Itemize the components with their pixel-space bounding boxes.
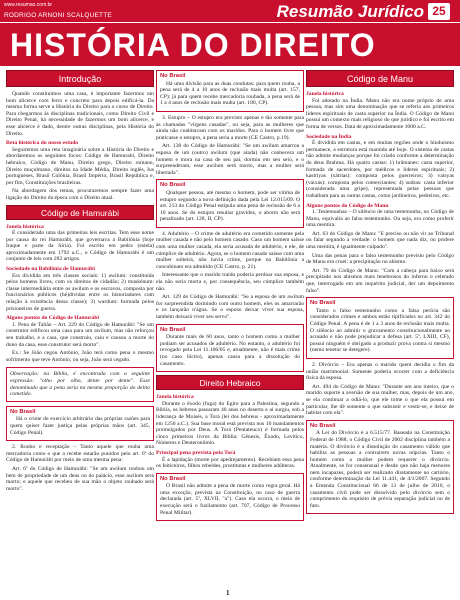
section-heading-codigo-de-manu: Código de Manu: [306, 70, 454, 87]
paragraph: Art. 63 do Código de Manu: "E preciso ou não vir ao Tribunal ou falar segundo a verdade: o homem que nada diz, ou profere uma mentira, é igualmente culpado".: [306, 230, 454, 251]
paragraph: É a lapidação (morte por apedrejamento). Recebiam essa pena os feiticeiros, filhos rebeldes, prostitutas e mulheres adúlteras.: [156, 456, 304, 470]
subheading: Sociedade na Babilônia de Hamurábi: [6, 266, 95, 273]
page-number: 1: [226, 589, 230, 597]
author-name: RODRIGO ARNONI SCALQUETTE: [4, 12, 112, 19]
no-brasil-box: [156, 70, 304, 112]
paragraph: 1. Testemunhas – O silêncio de uma testemunha, no Código de Manu, equivalia ao falso testemunho. Ou seja, era como proferir uma mentira.: [306, 209, 454, 229]
paragraph: Durante o êxodo (fuga) do Egito para a Palestina, segundo a Bíblia, os hebreus passaram 40 anos no deserto e ai surgiu, sob a liderança de Moisés, a Torá (lei dos hebreus - aproximadamente em 1250 a.C.). Sua base moral está prevista nos 10 mandamentos promulgados por Deus. A Torá (Pentateuco) é formada pelos cinco primeiros livros da Bíblia: Gênesis, Êxodo, Levítico, Números e Deuteronômio.: [156, 400, 304, 447]
paragraph: Durante mais de 60 anos, tanto o homem como a mulher podiam ser acusados de adultério. No entanto, o adultério foi revogado pela Lei 11.106/05 e, atualmente, não é mais crime (no caso ilícito), apenas causa para a dissolução do casamento.: [160, 334, 300, 367]
paragraph: Ex.: Se João cegou Antônio, João terá como pena o mesmo sofrimento que teve Antônio; ou seja, João será cegado.: [6, 350, 154, 363]
no-brasil-box: [306, 297, 454, 359]
paragraph: Há uma divisão para as duas condutas: para quem rouba, a pena será de 4 a 10 anos de reclusão mais multa (art. 157, CP); já para quem recebe mercadoria roubada, a pena será de 1 a 4 anos de reclusão mais multa (art. 180, CP).: [160, 80, 300, 107]
subheading: Janela histórica: [306, 91, 344, 97]
paragraph: 3. Estupro – O estupro era previsto apenas e tão somente para as chamadas "virgens casadas", ou seja, para as mulheres que ainda não coabitavam com os maridos. Para o homem livre que praticasse o estupro, a pena seria a morte (CE Castro, p.19).: [156, 114, 304, 141]
subheading: Janela histórica: [6, 223, 44, 230]
page-title: HISTÓRIA DO DIREITO: [10, 27, 376, 63]
paragraph: Art. 6º do Código de Hamurábi: "Se um awilum roubou um bem de propriedade de um deus ou do palácio, esse awilum será morto; e aquele que recebeu de sua mão o objeto roubado será morto".: [6, 465, 154, 492]
brand-logo: Resumão Jurídico: [276, 2, 424, 21]
subheading: Alguns pontos do Código de Manu: [306, 202, 389, 209]
paragraph: Tanto o falso testemunho como a falsa perícia são considerados crimes e ambos estão tipificados no art. 342 do Código Penal. A pena é de 1 a 3 anos de reclusão mais multa. O silêncio ao admitir o gravamento constitucionalmente ao acusado e não pode prejudicar a defesa (art. 5º, LXIII, CF), possui ninguém é obrigado a produzir prova contra si mesmo (nemo tenetur se detegere).: [310, 307, 450, 354]
paragraph: Na abordagem dos temas, procuraremos sempre fazer uma ligação do Direito da época com o Direito atual.: [6, 188, 154, 201]
no-brasil-box: [6, 406, 154, 441]
paragraph: Foi adotado na Índia. Manu não era nome próprio de uma pessoa, mas sim uma denominação que se referia aos primeiros líderes espirituais de casta superior na Índia. O Código de Manu possuí um contexto mais religioso do que jurídico e foi escrito em forma de versos. Data de aproximadamente 1000 a.C.: [306, 97, 454, 130]
paragraph: Qualquer pessoa, até mesmo o homem, pode ser vítima de estupro segundo a nova definição dada pela Lei 12.015/09. O art. 213 do Código Penal estipula uma pena de reclusão de 6 a 10 anos. Se do estupro resultar gravidez, o aborto não será penalizado (art. 128, II, CP).: [160, 189, 300, 223]
section-heading-introducao: Introdução: [6, 70, 154, 87]
subheading: Reta histórica do nosso estudo: [6, 140, 79, 147]
no-brasil-title: No Brasil: [160, 475, 186, 482]
no-brasil-title: No Brasil: [160, 182, 186, 189]
brand-number-badge: 25: [428, 3, 450, 20]
section-heading-direito-hebraico: Direito Hebraico: [156, 375, 304, 390]
paragraph: Art. 79 do Código de Manu: "Com a cabeça para baixo será precipitado nos abismos mais tenebrosos do inferno o celerado que, interrogado em um inquérito judicial, der um depoimento falso".: [306, 267, 454, 294]
paragraph: 1. Pena de Talião – Art. 229 do Código de Hamurábi: "Se um construtor edificou uma casa para um awilum, mas não reforçou seu trabalho, e a casa, que construiu, caiu e causou a morte do dono da casa, esse construtor será morto".: [6, 321, 154, 348]
paragraph: Quando constituímos uma casa, é importante fazermos um bom alicerce com ferro e concreto para depois edificá-la. Da mesma forma serve a História do Direito para o curso de Direito. Para chegarmos às disciplinas tradicionais, como Direito Civil e Direito Penal, há necessidade de fazermos um bom alicerce, e esse alicerce é dado, dentre outras disciplinas, pela História do Direito.: [6, 91, 154, 137]
paragraph: Interessante que o marido traído poderia perdoar sua esposa, e ela não seria morta e, por consequência, seu cúmplice também não.: [156, 272, 304, 292]
no-brasil-box: [156, 179, 304, 228]
paragraph: 4. Adultério – O crime de adultério era cometido somente pela mulher casada e não pelo homem casado. Caso um homem saísse com uma mulher casada, ela seria acusada de adultério, e ele, de cúmplice de adultério. Agora, se o homem casado saísse com uma mulher solteira, não havia crime, porque na Babilônia a concubinato era admitido (CE Castro, p. 21).: [156, 230, 304, 270]
paragraph: Art. 129 do Código de Hamurábi: "Se a esposa de um awilum for surpreendida dormindo com outro homem, eles os amarrarão e os lançarão n'água. Se o esposo deixar viver sua esposa, também deixará viver seu servo".: [156, 294, 304, 320]
paragraph: Art. 130 do Código de Hamurábi: "Se um awilum amarrou a esposa de um (outro) awilum (que ainda) não conhecera um homem e mora na casa de seu pai, dormiu em seu seio, e o surpreenderam, esse awilum será morto, mas a mulher será libertada".: [156, 143, 304, 176]
column-3: [306, 70, 454, 517]
paragraph: Era dividida em três classes sociais: 1) awilum: constituída pelos homens livres, com os direitos de cidadão; 2) muskênum: classe intermediária entre os awilum e os escravos, composta por funcionários públicos (hé)dividas entre os historiadores com relação à existência dessa classe); 3) wardum: formada pelos prisioneiros de guerra.: [6, 272, 154, 312]
paragraph: Há o crime de exercício arbitrário das próprias razões para quem quiser fazer justiça pelas próprias mãos (art. 345, Código Penal).: [10, 416, 150, 436]
no-brasil-title: No Brasil: [10, 408, 36, 415]
subheading: Janela histórica: [156, 394, 194, 401]
paragraph: 2. Divórcio – Era apenas o marido quem decidia o fim da união matrimonial. Somente poderia ocorrer com a deficiência física da esposa.: [306, 361, 454, 382]
paragraph: A Lei do Divórcio é a 6.515/77. Baseado na Constituição Federal de 1988, o Código Civil de 2002 disciplina também a matéria. O divórcio é a dissolução do casamento válido que habilita as pessoas a contraírem novas núpcias. Tanto o homem como a mulher podem requerer o divórcio. Atualmente, se for consensual e desde que não haja menores nem incapazes, poderá ser realizado diretamente no cartório, conforme determinação da Lei 11.441, de 4/1/2007. Segundo a Emenda Constitucional 66 de 13 de julho de 2010, o casamento civil pode ser dissolvido pelo divórcio sem o cumprimento do requisito de prévia separação judicial ou de fato.: [310, 430, 450, 509]
paragraph: Art. 494 do Código de Manu: "Durante um ano inteiro, que o marido suporte a aversão de sua mulher, mas, depois de um ano, se ela continuar a odiá-lo, que ele tome o que ela possui em particular, lhe dê somente o que subsistir e vestir-se, e deixe de habitar com ela".: [306, 383, 454, 417]
subheading: Principal pena prevista pela Torá: [156, 449, 236, 456]
no-brasil-title: No Brasil: [160, 326, 186, 333]
paragraph: É dividida em castas, e em muitas regiões onde o hinduísmo permanece, a estrutura está mantida até hoje. O sistema de castas não admite mudanças porque foi criado conforme a determinação do deus Brahma. Há quatro castas: 1) brâmanes: casta superior, formada de sacerdotes, por médicos e líderes espirituais; 2) kastriyas (xátrias): composta pelos guerreiros; 3) vaisyas (vaixás): composta pelos comerciantes; 4) sudras: casta inferior (considerada uma gripe), representada pelas pessoas que trabalham para as outras castas, como jardineiros, pedreiros, etc.: [306, 140, 454, 199]
no-brasil-title: No Brasil: [310, 300, 336, 307]
no-brasil-title: No Brasil: [160, 73, 186, 79]
paragraph: O Brasil não admite a pena de morte como regra geral. Há uma exceção, prevista na Constituição, no caso de guerra declarada (art. 5º, XLVII, "a"). Caso ela ocorra, o meio de execução será o fuzilamento (art. 707, Código de Processo Penal Militar).: [160, 483, 300, 516]
paragraph: É considerado uma das primeiras leis escritas. Tem esse nome por causa do rei Hamurábi, que governava a Babilônia (hoje Iraque e parte da Síria). Foi escrito em pedra (estela) aproximadamente em 1792 a.C., o Código de Hamurábi é um conjunto de leis com 282 artigos.: [6, 230, 154, 263]
subheading: Alguns pontos do Código de Hamurábi: [6, 315, 100, 322]
paragraph: Seguiremos uma reta imaginária sobre a História do Direito e abordaremos os seguintes focos: Código de Hamurabi, Direito hebraico, Código de Manu, Direito grego, Direito romano, Direito muçulmano, direitos na Idade Média, Direito inglês, Ius portugueses, Brasil Colônia, Brasil Império, Brasil República e, por fim, Constituições brasileiras.: [6, 146, 154, 186]
column-2: [156, 70, 304, 524]
paragraph: 2. Roubo e receptação – Tanto aquele que rouba uma mercadoria como o que a recebe estarão punidos pelo art. 6º do Código de Hamurábi por meio de uma mesma pena:: [6, 444, 154, 464]
column-1: [6, 70, 154, 494]
no-brasil-box: [156, 473, 304, 522]
section-heading-hamurabi: Código de Hamurábi: [6, 205, 154, 220]
no-brasil-title: No Brasil: [310, 422, 336, 429]
paragraph: Uma das penas para o falso testemunho previsto pelo Código de Manu era cruel: a precipitação no abismo.: [306, 252, 454, 266]
observation-box: Observação: na Bíblia, é encontrada com a seguinte expressão: "olho por olho, dente por dente". Esse denominado que a pena seria na mesma proporção do delito cometido.: [6, 367, 154, 401]
site-url[interactable]: www.resumao.com.br: [4, 2, 53, 8]
no-brasil-box: [156, 324, 304, 373]
no-brasil-box: [306, 420, 454, 515]
subheading: Sociedade na Índia: [306, 133, 352, 140]
